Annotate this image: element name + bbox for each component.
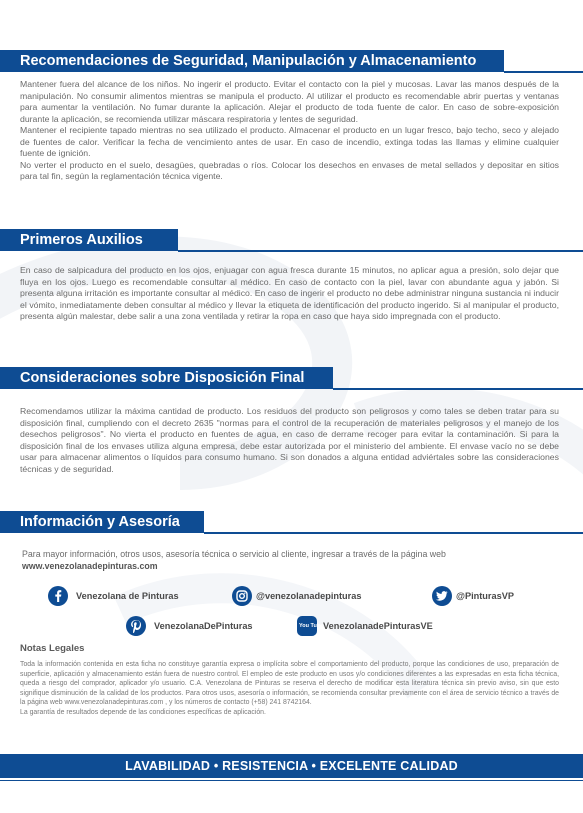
section-title-disposal: Consideraciones sobre Disposición Final [0, 367, 333, 389]
pinterest-label: VenezolanaDePinturas [154, 621, 253, 631]
legal-paragraph: La garantía de resultados depende de las condiciones específicas de aplicación. [20, 708, 266, 716]
section-header-disposal [0, 367, 583, 391]
instagram-icon [232, 586, 252, 606]
facebook-label: Venezolana de Pinturas [76, 591, 179, 601]
paragraph: No verter el producto en el suelo, desagües, quebradas o ríos. Colocar los desechos en envases de metal sellados y depositar en sitios para tal fin, según la reglamentación técnica vigente. [20, 159, 559, 181]
section-header-info [0, 511, 583, 535]
section-rule [504, 71, 583, 73]
section-header-first-aid [0, 229, 583, 253]
section-rule [204, 532, 583, 534]
section-title-first-aid: Primeros Auxilios [0, 229, 178, 251]
info-intro-text: Para mayor información, otros usos, asesoría técnica o servicio al cliente, ingresar a través de la página web [22, 549, 446, 559]
paragraph: Mantener fuera del alcance de los niños. No ingerir el producto. Evitar el contacto con la piel y mucosas. Lavar las manos después de la manipulación. No consumir alimentos mientras se manipula el producto. Al utilizar el producto es recomendable abrir puertas y ventanas para aumentar la ventilación. No fumar durante la aplicación. Alejar el producto de toda fuente de calor. En caso de sobre-exposición durante la aplicación, se recomienda utilizar máscara respiratoria y lentes de seguridad. [20, 79, 559, 124]
youtube-link[interactable] [297, 616, 433, 636]
facebook-icon [48, 586, 68, 606]
paragraph: Mantener el recipiente tapado mientras no sea utilizado el producto. Almacenar el producto en un lugar fresco, bajo techo, seco y alejado de fuentes de calor. Verificar la fecha de vencimiento antes de usar. En caso de incendio, extinga todas las llamas y elimine cualquier fuente de ignición. [20, 125, 559, 158]
disposal-text [20, 406, 559, 475]
safety-text [20, 79, 559, 183]
info-intro [22, 549, 446, 572]
youtube-label: VenezolanadePinturasVE [323, 621, 433, 631]
facebook-link[interactable] [48, 586, 179, 606]
footer-rule [0, 780, 583, 781]
paragraph: En caso de salpicadura del producto en los ojos, enjuagar con agua fresca durante 15 minutos, no aplicar agua a presión, solo dejar que fluya en los ojos. Luego es recomendable consultar al médico. En caso de contacto con la piel, lavar con abundante agua y jabón. Si presenta alguna irritación es importante consultar al médico. En caso de ingerir el producto no debe administrar ninguna sustancia ni inducir el vómito, inmediatamente deben consultar al médico y llevar la etiqueta de identificación del producto ingerido. Si al manipular el producto, presenta algún malestar, debe salir a una zona ventilada y retirar la ropa en caso que haya sido impregnada con el producto. [20, 265, 559, 321]
section-rule [333, 388, 583, 390]
section-title-info: Información y Asesoría [0, 511, 204, 533]
pinterest-link[interactable] [126, 616, 253, 636]
section-header-safety [0, 50, 583, 74]
instagram-label: @venezolanadepinturas [256, 591, 362, 601]
section-rule [178, 250, 583, 252]
first-aid-text [20, 265, 559, 323]
instagram-link[interactable] [232, 586, 361, 606]
twitter-link[interactable] [432, 586, 514, 606]
youtube-icon [297, 616, 324, 636]
footer-banner: LAVABILIDAD • RESISTENCIA • EXCELENTE CALIDAD [0, 754, 583, 778]
youtube-badge-text: You Tube [299, 623, 324, 629]
legal-notes-title: Notas Legales [20, 643, 85, 654]
paragraph: Recomendamos utilizar la máxima cantidad de producto. Los residuos del producto son peligrosos y como tales se deben tratar para su disposición final, cumpliendo con el decreto 2635 "normas para el control de la recuperación de materiales peligrosos y el manejo de los desechos peligrosos". No vierta el producto en fuentes de agua, en caso de derrame recoger para evitar la contaminación. Si para la disposición final de los envases utiliza alguna empresa, debe estar autorizada por el ministerio del ambiente. El envase vacío no se debe usar para almacenar alimentos o líquidos para consumo humano. Si son donados a alguna entidad adviértales sobre las consideraciones técnicas y de seguridad. [20, 406, 559, 474]
twitter-label: @PinturasVP [456, 591, 514, 601]
legal-paragraph: Toda la información contenida en esta ficha no constituye garantía expresa o implícita sobre el comportamiento del producto, porque las condiciones de uso, preparación de superficie, aplicación y almacenamiento están fuera de nuestro control. El empleo de este producto en usos y/o condiciones diferentes a las expresadas en esta ficha técnica, queda a riesgo del comprador, aplicador y/o usuario. C.A. Venezolana de Pinturas se reserva el derecho de modificar esta literatura técnica sin previo aviso, sin que esto signifique disminución de la calidad de los productos. Para otros usos, asesoría o información, se recomienda consultar previamente con el área de servicio técnico a través de la página web www.venezolanadepinturas.com , y los números de contacto (+58) 241 8742164. [20, 661, 559, 706]
pinterest-icon [126, 616, 146, 636]
section-title-safety: Recomendaciones de Seguridad, Manipulación y Almacenamiento [0, 50, 504, 72]
website-link[interactable]: www.venezolanadepinturas.com [22, 560, 158, 571]
twitter-icon [432, 586, 452, 606]
legal-notes-text [20, 660, 559, 717]
